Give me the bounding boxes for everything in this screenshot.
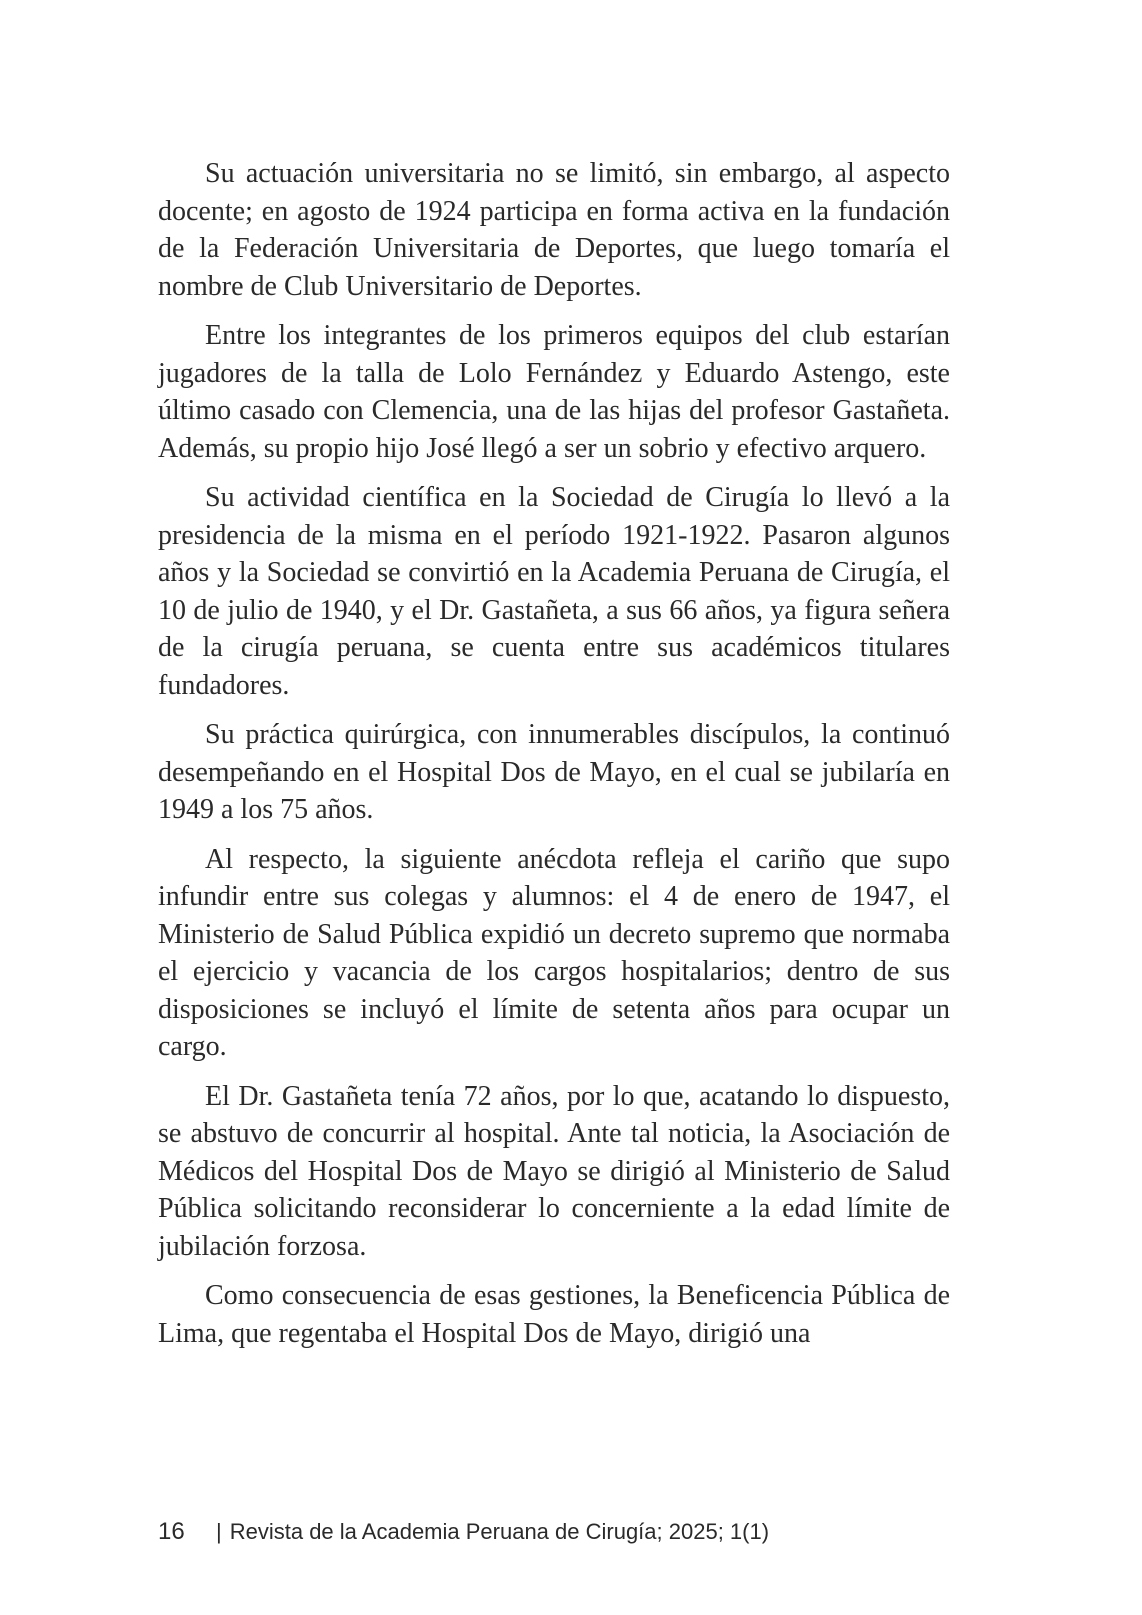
- journal-citation: Revista de la Academia Peruana de Cirugía; 2025; 1(1): [229, 1519, 770, 1544]
- paragraph-1: Su actuación universitaria no se limitó, sin embargo, al aspecto docente; en agosto de 1924 participa en forma activa en la fundación de la Federación Universitaria de Deportes, que luego tomaría el nombre de Club Universitario de Deportes.: [158, 158, 950, 302]
- body-text: [158, 155, 950, 1364]
- paragraph-6: El Dr. Gastañeta tenía 72 años, por lo que, acatando lo dispuesto, se abstuvo de concurrir al hospital. Ante tal noticia, la Asociación de Médicos del Hospital Dos de Mayo se dirigió al Ministerio de Salud Pública solicitando reconsiderar lo concerniente a la edad límite de jubilación forzosa.: [158, 1080, 950, 1262]
- paragraph-3: Su actividad científica en la Sociedad de Cirugía lo llevó a la presidencia de la misma en el período 1921-1922. Pasaron algunos años y la Sociedad se convirtió en la Academia Peruana de Cirugía, el 10 de julio de 1940, y el Dr. Gastañeta, a sus 66 años, ya figura señera de la cirugía peruana, se cuenta entre sus académicos titulares fundadores.: [158, 482, 950, 701]
- paragraph-4: Su práctica quirúrgica, con innumerables discípulos, la continuó desempeñando en el Hospital Dos de Mayo, en el cual se jubilaría en 1949 a los 75 años.: [158, 719, 950, 825]
- paragraph-2: Entre los integrantes de los primeros equipos del club estarían jugadores de la talla de Lolo Fernández y Eduardo Astengo, este último casado con Clemencia, una de las hijas del profesor Gastañeta. Además, su propio hijo José llegó a ser un sobrio y efectivo arquero.: [158, 320, 950, 464]
- footer-separator: |: [216, 1519, 222, 1544]
- page-footer: [158, 1518, 769, 1546]
- paragraph-5: Al respecto, la siguiente anécdota refleja el cariño que supo infundir entre sus colegas y alumnos: el 4 de enero de 1947, el Ministerio de Salud Pública expidió un decreto supremo que normaba el ejercicio y vacancia de los cargos hospitalarios; dentro de sus disposiciones se incluyó el límite de setenta años para ocupar un cargo.: [158, 843, 950, 1062]
- page-number: 16: [158, 1518, 185, 1545]
- paragraph-7: Como consecuencia de esas gestiones, la Beneficencia Pública de Lima, que regentaba el Hospital Dos de Mayo, dirigió una: [158, 1280, 950, 1349]
